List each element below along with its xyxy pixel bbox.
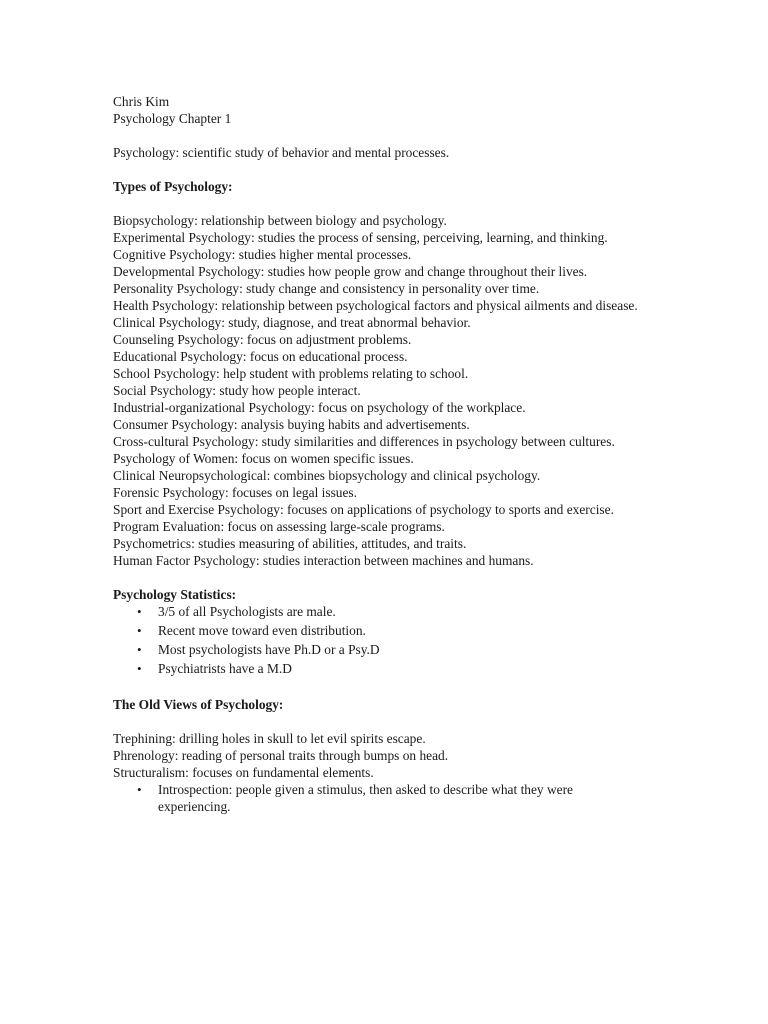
list-item: [113, 622, 638, 639]
bullet-icon: •: [137, 604, 142, 619]
type-item: Health Psychology: relationship between psychological factors and physical ailments and disease.: [113, 298, 638, 313]
type-item: Forensic Psychology: focuses on legal issues.: [113, 485, 357, 500]
document-page: [113, 93, 673, 815]
bullet-icon: •: [137, 642, 142, 657]
bullet-icon: •: [137, 623, 142, 638]
spacer: [113, 679, 673, 696]
type-item: Cross-cultural Psychology: study similarities and differences in psychology between cultures.: [113, 434, 615, 449]
type-item: Sport and Exercise Psychology: focuses on applications of psychology to sports and exercise.: [113, 502, 614, 517]
type-item: Clinical Psychology: study, diagnose, and treat abnormal behavior.: [113, 315, 471, 330]
list-item: [113, 641, 638, 658]
type-item: Clinical Neuropsychological: combines biopsychology and clinical psychology.: [113, 468, 541, 483]
stat-text: Most psychologists have Ph.D or a Psy.D: [158, 642, 380, 657]
list-item: [113, 603, 638, 620]
type-item: Industrial-organizational Psychology: focus on psychology of the workplace.: [113, 400, 526, 415]
spacer: [113, 569, 673, 586]
list-item: [113, 660, 638, 677]
spacer: [113, 713, 673, 730]
old-views-heading: The Old Views of Psychology:: [113, 697, 284, 712]
stats-heading: Psychology Statistics:: [113, 587, 237, 602]
types-list: [113, 212, 653, 569]
type-item: Cognitive Psychology: studies higher mental processes.: [113, 247, 412, 262]
bullet-icon: •: [137, 661, 142, 676]
type-item: Human Factor Psychology: studies interaction between machines and humans.: [113, 553, 534, 568]
type-item: Experimental Psychology: studies the process of sensing, perceiving, learning, and thinking.: [113, 230, 608, 245]
type-item: Personality Psychology: study change and consistency in personality over time.: [113, 281, 540, 296]
list-item: [113, 781, 638, 815]
definition: Psychology: scientific study of behavior and mental processes.: [113, 145, 450, 160]
type-item: School Psychology: help student with problems relating to school.: [113, 366, 469, 381]
type-item: Developmental Psychology: studies how people grow and change throughout their lives.: [113, 264, 588, 279]
type-item: Psychometrics: studies measuring of abilities, attitudes, and traits.: [113, 536, 467, 551]
spacer: [113, 161, 673, 178]
old-view-item: Structuralism: focuses on fundamental elements.: [113, 765, 374, 780]
stats-list: [113, 603, 673, 677]
stat-text: Psychiatrists have a M.D: [158, 661, 292, 676]
type-item: Educational Psychology: focus on educational process.: [113, 349, 408, 364]
type-item: Counseling Psychology: focus on adjustment problems.: [113, 332, 412, 347]
stat-text: Recent move toward even distribution.: [158, 623, 366, 638]
old-view-item: Phrenology: reading of personal traits through bumps on head.: [113, 748, 449, 763]
spacer: [113, 195, 673, 212]
structuralism-text: Introspection: people given a stimulus, then asked to describe what they were experiencing.: [158, 782, 573, 814]
stat-text: 3/5 of all Psychologists are male.: [158, 604, 336, 619]
type-item: Program Evaluation: focus on assessing large-scale programs.: [113, 519, 445, 534]
types-heading: Types of Psychology:: [113, 179, 233, 194]
author-name: Chris Kim: [113, 94, 170, 109]
structuralism-list: [113, 781, 673, 815]
type-item: Biopsychology: relationship between biology and psychology.: [113, 213, 447, 228]
spacer: [113, 127, 673, 144]
document-title: Psychology Chapter 1: [113, 111, 232, 126]
old-view-item: Trephining: drilling holes in skull to let evil spirits escape.: [113, 731, 426, 746]
type-item: Social Psychology: study how people interact.: [113, 383, 361, 398]
bullet-icon: •: [137, 782, 142, 797]
type-item: Consumer Psychology: analysis buying habits and advertisements.: [113, 417, 470, 432]
type-item: Psychology of Women: focus on women specific issues.: [113, 451, 414, 466]
